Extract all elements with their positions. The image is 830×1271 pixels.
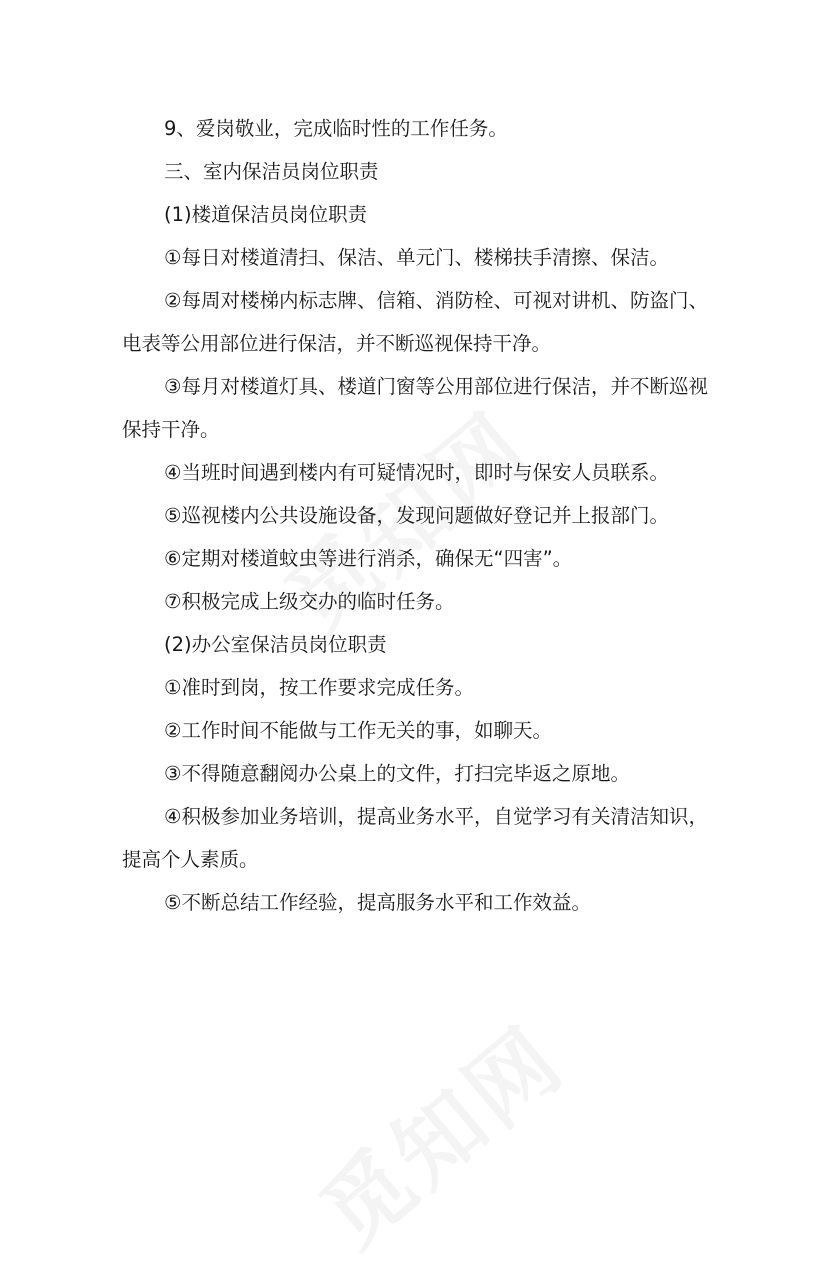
- duty-item: ①每日对楼道清扫、保洁、单元门、楼梯扶手清擦、保洁。: [164, 246, 669, 269]
- duty-item-continuation: 电表等公用部位进行保洁，并不断巡视保持干净。: [122, 332, 552, 355]
- paragraph-item-9: 9、爱岗敬业，完成临时性的工作任务。: [164, 117, 508, 140]
- duty-item: ⑥定期对楼道蚊虫等进行消杀，确保无“四害”。: [164, 547, 573, 570]
- duty-item: ⑤不断总结工作经验，提高服务水平和工作效益。: [164, 891, 591, 914]
- subsection-heading-1: (1)楼道保洁员岗位职责: [164, 203, 368, 226]
- duty-item-continuation: 提高个人素质。: [122, 848, 259, 871]
- duty-item: ②工作时间不能做与工作无关的事，如聊天。: [164, 719, 552, 742]
- duty-item: ④当班时间遇到楼内有可疑情况时，即时与保安人员联系。: [164, 461, 669, 484]
- duty-item: ①准时到岗，按工作要求完成任务。: [164, 676, 474, 699]
- duty-item: ②每周对楼梯内标志牌、信箱、消防栓、可视对讲机、防盗门、: [164, 289, 708, 312]
- subsection-heading-2: (2)办公室保洁员岗位职责: [164, 633, 387, 656]
- duty-item: ③每月对楼道灯具、楼道门窗等公用部位进行保洁，并不断巡视: [164, 375, 708, 398]
- duty-item-continuation: 保持干净。: [122, 418, 220, 441]
- section-heading-3: 三、室内保洁员岗位职责: [164, 160, 379, 183]
- watermark: [290, 993, 587, 1271]
- duty-item: ⑤巡视楼内公共设施设备，发现问题做好登记并上报部门。: [164, 504, 669, 527]
- duty-item: ④积极参加业务培训，提高业务水平，自觉学习有关清洁知识，: [164, 805, 708, 828]
- duty-item: ⑦积极完成上级交办的临时任务。: [164, 590, 455, 613]
- document-body: [122, 107, 712, 924]
- duty-item: ③不得随意翻阅办公桌上的文件，打扫完毕返之原地。: [164, 762, 630, 785]
